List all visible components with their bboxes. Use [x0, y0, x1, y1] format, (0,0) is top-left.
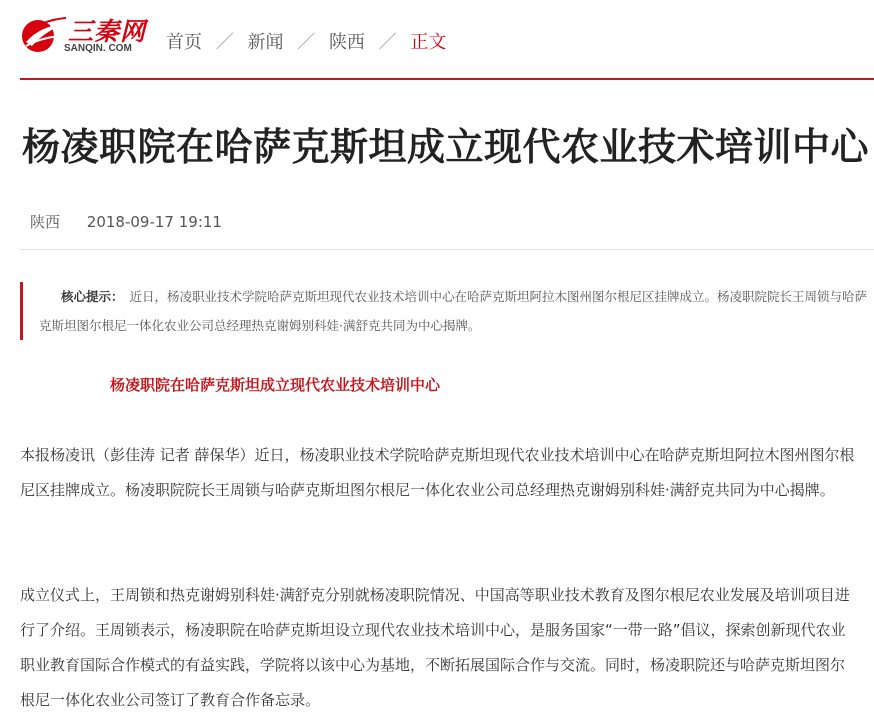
article-title: 杨凌职院在哈萨克斯坦成立现代农业技术培训中心 — [22, 125, 870, 169]
breadcrumb-home[interactable]: 首页 — [166, 32, 202, 53]
meta-divider — [20, 249, 874, 250]
article-summary — [20, 282, 873, 340]
article-region[interactable]: 陕西 — [30, 213, 61, 231]
breadcrumb-separator: ／ — [215, 32, 234, 53]
breadcrumb-news[interactable]: 新闻 — [247, 32, 284, 53]
image-caption: 杨凌职院在哈萨克斯坦成立现代农业技术培训中心 — [110, 376, 441, 394]
site-logo[interactable] — [20, 12, 147, 60]
header-divider — [20, 78, 874, 80]
article-meta — [30, 211, 222, 232]
logo-text-cn: 三秦网 — [68, 17, 147, 46]
logo-text-en: SANQIN. COM — [64, 43, 132, 54]
article-paragraph: 本报杨凌讯（彭佳涛 记者 薛保华）近日，杨凌职业技术学院哈萨克斯坦现代农业技术培训中心在哈萨克斯坦阿拉木图州图尔根尼区挂牌成立。杨凌职院院长王周锁与哈萨克斯坦图尔根尼一体化农业公司总经理热克谢姆别科娃·满舒克共同为中心揭牌。 — [20, 446, 855, 499]
article-date: 2018-09-17 19:11 — [86, 213, 222, 231]
logo-swoosh-icon — [20, 16, 66, 56]
breadcrumb-shaanxi[interactable]: 陕西 — [328, 32, 365, 53]
breadcrumb-current: 正文 — [410, 32, 447, 53]
site-header — [0, 0, 874, 80]
breadcrumb-separator: ／ — [297, 32, 316, 53]
summary-text: 近日，杨凌职业技术学院哈萨克斯坦现代农业技术培训中心在哈萨克斯坦阿拉木图州图尔根尼区挂牌成立。杨凌职院院长王周锁与哈萨克斯坦图尔根尼一体化农业公司总经理热克谢姆别科娃·满舒克共同为中心揭牌。 — [39, 289, 868, 333]
article-paragraph: 成立仪式上，王周锁和热克谢姆别科娃·满舒克分别就杨凌职院情况、中国高等职业技术教育及图尔根尼农业发展及培训项目进行了介绍。王周锁表示，杨凌职院在哈萨克斯坦设立现代农业技术培训中心，是服务国家“一带一路”倡议，探索创新现代农业职业教育国际合作模式的有益实践，学院将以该中心为基地，不断拓展国际合作与交流。同时，杨凌职院还与哈萨克斯坦图尔根尼一体化农业公司签订了教育合作备忘录。 — [20, 586, 850, 709]
breadcrumb-separator: ／ — [378, 32, 397, 53]
summary-label: 核心提示： — [61, 289, 124, 304]
breadcrumb — [166, 28, 446, 54]
